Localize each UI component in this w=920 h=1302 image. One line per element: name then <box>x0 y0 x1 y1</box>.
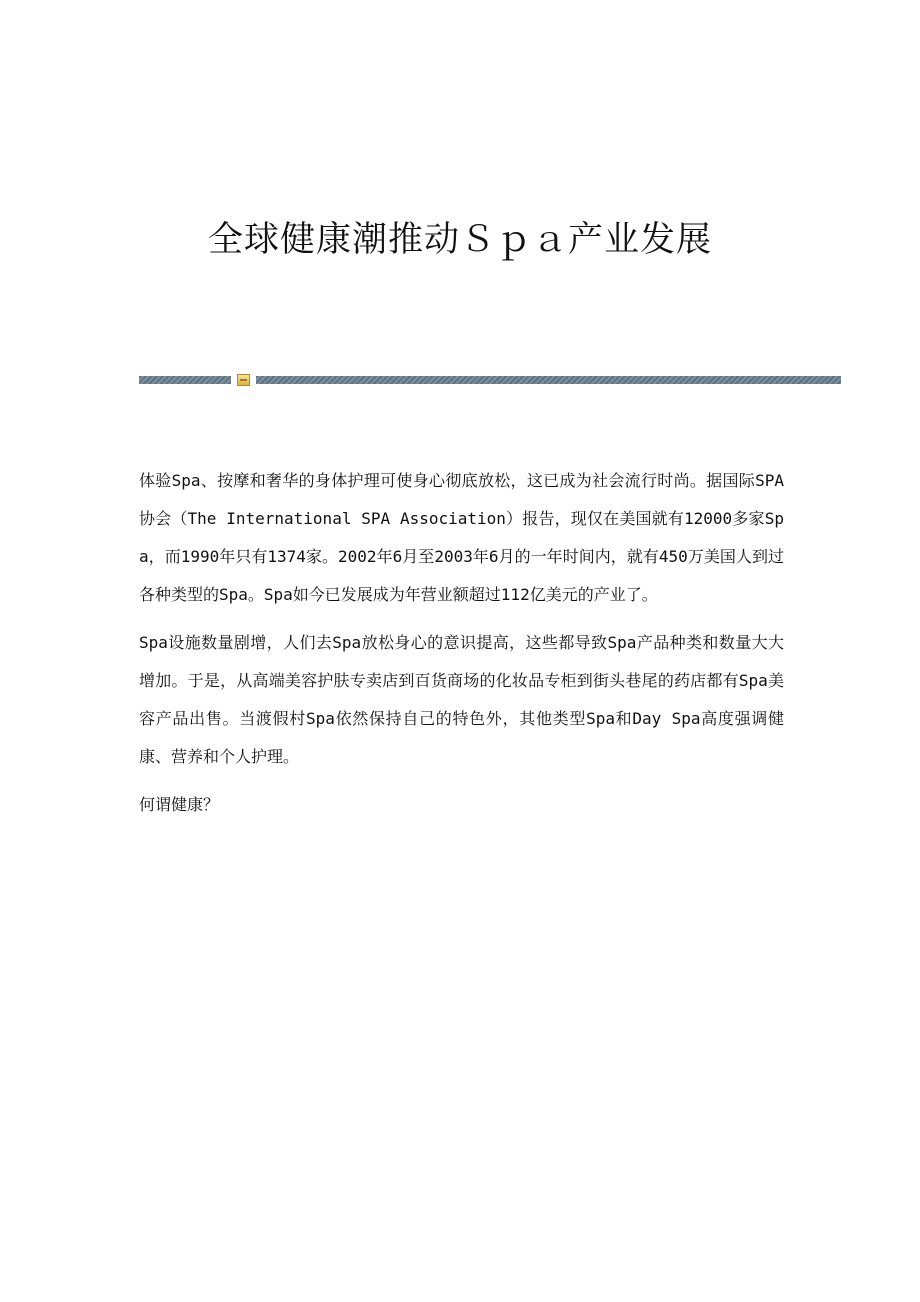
article-body <box>139 462 784 834</box>
paragraph-2: Spa设施数量剧增，人们去Spa放松身心的意识提高，这些都导致Spa产品种类和数量大大增加。于是，从高端美容护肤专卖店到百货商场的化妆品专柜到街头巷尾的药店都有Spa美容产品出售。当渡假村Spa依然保持自己的特色外，其他类型Spa和Day Spa高度强调健康、营养和个人护理。 <box>139 633 784 766</box>
paragraph-3: 何谓健康？ <box>139 795 220 814</box>
page-title: 全球健康潮推动Ｓｐａ产业发展 <box>207 220 712 260</box>
divider-bar-right <box>256 376 841 384</box>
title-divider <box>139 374 841 386</box>
paragraph-1: 体验Spa、按摩和奢华的身体护理可使身心彻底放松，这已成为社会流行时尚。据国际SPA协会（The International SPA Association）报告，现仅在美国就有12000多家Spa，而1990年只有1374家。2002年6月至2003年6月的一年时间内，就有450万美国人到过各种类型的Spa。Spa如今已发展成为年营业额超过112亿美元的产业了。 <box>139 471 784 604</box>
divider-bar-left <box>139 376 231 384</box>
divider-ornament-icon <box>237 374 250 386</box>
